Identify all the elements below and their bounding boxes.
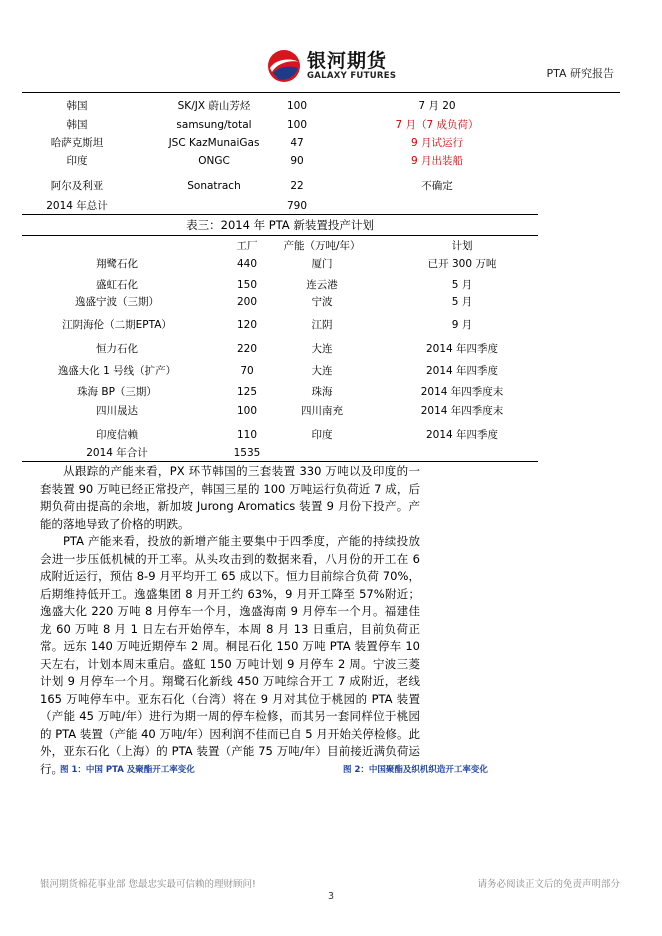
table-row-total — [22, 444, 538, 462]
header-divider — [22, 92, 620, 93]
cell-plan: 2014 年四季度末 — [420, 386, 504, 398]
cell-plan: 已开 300 万吨 — [427, 258, 497, 270]
table-row — [22, 293, 538, 311]
table-caption: 表三：2014 年 PTA 新装置投产计划 — [186, 218, 374, 232]
figure-1-caption: 图 1：中国 PTA 及聚酯开工率变化 — [60, 765, 195, 775]
table-header-row — [22, 237, 538, 255]
cell-company: 逸盛大化 1 号线（扩产） — [57, 365, 177, 377]
cell-plan: 2014 年四季度末 — [420, 405, 504, 417]
cell-plan: 2014 年四季度 — [425, 365, 499, 377]
table-row — [22, 340, 538, 358]
table-divider — [22, 461, 538, 462]
table-divider — [22, 235, 538, 236]
cell-company: JSC KazMunaiGas — [168, 137, 260, 149]
cell-capacity: 100 — [286, 119, 308, 131]
cell-plan: 5 月 — [451, 296, 473, 308]
cell-capacity: 110 — [236, 429, 258, 441]
cell-company: SK/JX 蔚山芳烃 — [177, 100, 251, 112]
cell-capacity: 220 — [236, 343, 258, 355]
cell-country: 印度 — [66, 155, 88, 167]
cell-capacity: 790 — [286, 200, 308, 212]
header-col-plan: 计划 — [451, 240, 473, 252]
cell-country: 阿尔及利亚 — [50, 180, 104, 192]
cell-company: Sonatrach — [187, 180, 241, 192]
cell-plan: 9 月 — [451, 319, 473, 331]
cell-company: samsung/total — [176, 119, 252, 131]
cell-plan: 9 月出装船 — [410, 155, 464, 167]
cell-location: 大连 — [311, 343, 333, 355]
table-row — [22, 255, 538, 273]
table-row — [22, 426, 538, 444]
cell-company: 珠海 BP（三期） — [77, 386, 157, 398]
table-row — [22, 316, 538, 334]
cell-company: 逸盛宁波（三期） — [75, 296, 159, 308]
table-divider — [22, 214, 538, 215]
cell-company: 恒力石化 — [96, 343, 138, 355]
table-row — [22, 276, 538, 294]
cell-capacity: 1535 — [233, 447, 261, 459]
paragraph-text: 从跟踪的产能来看，PX 环节韩国的三套装置 330 万吨以及印度的一套装置 90 万吨已经正常投产，韩国三星的 100 万吨运行负荷近 7 成，后期负荷由提高的余地，新加坡 Jurong Aromatics 装置 9 月份下投产。产能的落地导致了价格的明跌。 — [40, 464, 420, 531]
table-row — [22, 177, 538, 195]
cell-location: 连云港 — [306, 279, 338, 291]
cell-plan: 7 月（7 成负荷） — [395, 119, 479, 131]
table-row — [22, 152, 538, 170]
cell-capacity: 22 — [290, 180, 304, 192]
cell-company: ONGC — [198, 155, 230, 167]
footer-disclaimer: 请务必阅读正文后的免责声明部分 — [477, 879, 620, 890]
table-row — [22, 402, 538, 420]
cell-plan: 2014 年四季度 — [425, 343, 499, 355]
logo-english-name: GALAXY FUTURES — [307, 71, 397, 81]
table-row — [22, 362, 538, 380]
cell-location: 大连 — [311, 365, 333, 377]
cell-plan: 7 月 20 — [418, 100, 456, 112]
cell-country: 2014 年总计 — [46, 200, 108, 212]
cell-country: 韩国 — [66, 100, 88, 112]
cell-plan: 2014 年四季度 — [425, 429, 499, 441]
cell-country: 韩国 — [66, 119, 88, 131]
cell-capacity: 90 — [290, 155, 304, 167]
figure-2-caption: 图 2：中国聚酯及织机织造开工率变化 — [343, 765, 488, 775]
cell-capacity: 100 — [236, 405, 258, 417]
footer-slogan: 银河期货棉花事业部 您最忠实最可信赖的理财顾问! — [40, 879, 256, 890]
cell-location: 厦门 — [311, 258, 333, 270]
cell-location: 江阴 — [311, 319, 333, 331]
cell-company: 四川晟达 — [96, 405, 138, 417]
cell-company: 江阴海伦（二期EPTA） — [62, 319, 172, 331]
cell-company: 翔鹭石化 — [96, 258, 138, 270]
galaxy-futures-logo — [266, 46, 406, 86]
cell-capacity: 150 — [236, 279, 258, 291]
report-type: PTA 研究报告 — [546, 67, 614, 80]
cell-company: 盛虹石化 — [96, 279, 138, 291]
header-col-capacity: 产能（万吨/年） — [283, 240, 361, 252]
galaxy-logo-icon — [266, 48, 302, 84]
cell-capacity: 125 — [236, 386, 258, 398]
cell-capacity: 200 — [236, 296, 258, 308]
cell-location: 四川南充 — [301, 405, 343, 417]
cell-company: 2014 年合计 — [86, 447, 148, 459]
cell-location: 珠海 — [311, 386, 333, 398]
paragraph-text: PTA 产能来看，投放的新增产能主要集中于四季度，产能的持续投放会进一步压低机械的开工率。从头攻击到的数据来看，八月份的开工在 6 成附近运行，预估 8-9 月平均开工 65 成以下。恒力目前综合负荷 70%，后期维持低开工。逸盛集团 8 月开工约 63%，9 月开工降至 57%附近；逸盛大化 220 万吨 8 月停车一个月，逸盛海南 9 月停车一个月。福建佳龙 60 万吨 8 月 1 日左右开始停车，本周 8 月 13 日重启，目前负荷正常。远东 140 万吨近期停车 2 周。桐昆石化 150 万吨 PTA 装置停车 10 天左右，计划本周末重启。盛虹 150 万吨计划 9 月停车 2 周。宁波三菱计划 9 月停车一个月。翔鹭石化新线 450 万吨综合开工 7 成附近，老线 165 万吨停车中。亚东石化（台湾）将在 9 月对其位于桃园的 PTA 装置（产能 45 万吨/年）进行为期一周的停车检修，而其另一套同样位于桃园的 PTA 装置（产能 40 万吨/年）因利润不佳而已自 5 月开始关停检修。此外，亚东石化（上海）的 PTA 装置（产能 75 万吨/年）目前接近满负荷运行。 — [40, 534, 420, 776]
cell-capacity: 100 — [286, 100, 308, 112]
cell-location: 印度 — [311, 429, 333, 441]
cell-capacity: 70 — [240, 365, 254, 377]
logo-chinese-name: 银河期货 — [307, 50, 388, 72]
cell-location: 宁波 — [311, 296, 333, 308]
cell-capacity: 440 — [236, 258, 258, 270]
table-row-total — [22, 197, 538, 215]
cell-plan: 不确定 — [421, 180, 453, 192]
table-row — [22, 383, 538, 401]
body-paragraph-2 — [40, 533, 420, 778]
cell-capacity: 47 — [290, 137, 304, 149]
page-number: 3 — [327, 891, 335, 902]
table-row — [22, 134, 538, 152]
table-row — [22, 97, 538, 115]
cell-capacity: 120 — [236, 319, 258, 331]
cell-company: 印度信赖 — [96, 429, 138, 441]
header-col-factory: 工厂 — [236, 240, 258, 252]
cell-plan: 5 月 — [451, 279, 473, 291]
cell-plan: 9 月试运行 — [410, 137, 464, 149]
body-paragraph-1 — [40, 463, 420, 533]
cell-country: 哈萨克斯坦 — [50, 137, 104, 149]
table-row — [22, 116, 538, 134]
